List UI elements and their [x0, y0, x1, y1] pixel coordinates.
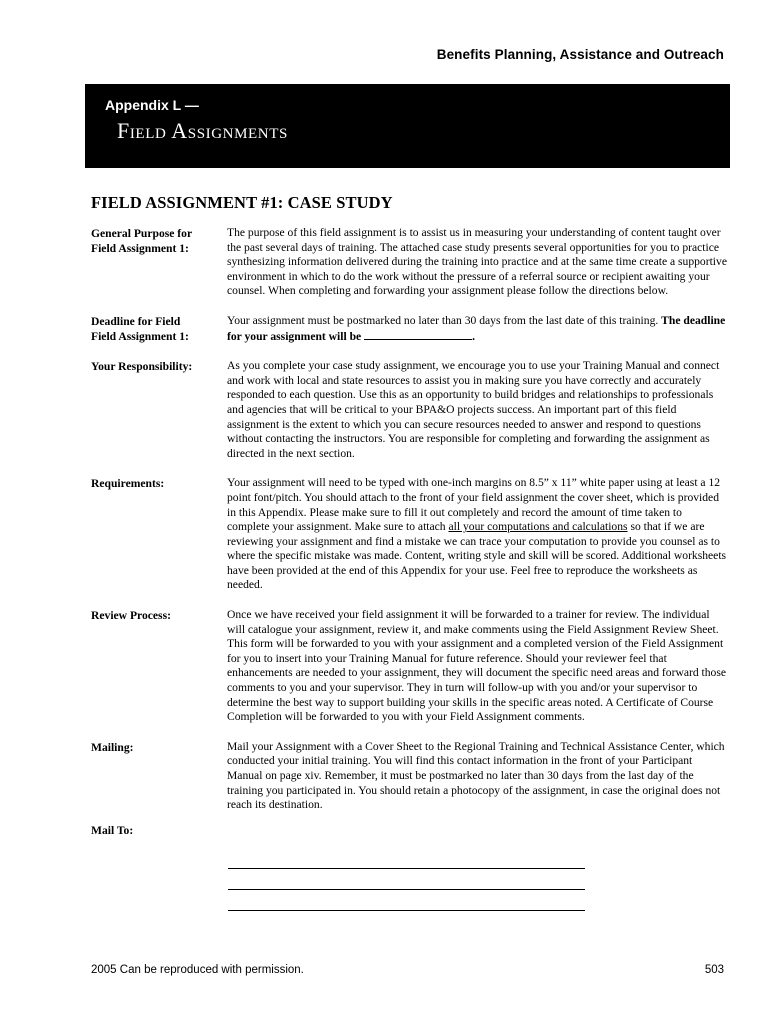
assignment-sections: [91, 226, 733, 838]
requirements-text-end: so that if we are reviewing your assignment and find a mistake we can trace your computation to provide you counsel as to where the specific mistake was made. Content, writing style and skill will be scored. Additional worksheets have been provided at the end of this Appendix for your use. Feel free to reproduce the worksheets as needed.: [227, 520, 727, 592]
mail-to-address-lines: [228, 868, 585, 931]
section-heading: FIELD ASSIGNMENT #1: CASE STUDY: [91, 193, 393, 212]
footer-copyright: 2005 Can be reproduced with permission.: [91, 964, 304, 976]
requirements-text: [227, 476, 727, 593]
running-header: Benefits Planning, Assistance and Outreach: [436, 47, 724, 62]
deadline-blank-line: [364, 329, 472, 340]
page-number: 503: [704, 964, 724, 976]
purpose-label-line1: General Purpose for: [91, 227, 193, 240]
address-line-2: [228, 889, 585, 890]
review-section: [91, 608, 733, 725]
mailing-label: Mailing:: [91, 740, 134, 754]
deadline-label: [91, 314, 227, 344]
mailing-text: Mail your Assignment with a Cover Sheet to the Regional Training and Technical Assistance Center, which conducted your initial training. You will find this contact information in the front of your Participant Manual on page xiv. Remember, it must be postmarked no later than 30 days from the last day of the training you participated in. You should retain a photocopy of the assignment, in case the original does not reach its destination.: [227, 739, 725, 812]
purpose-text: The purpose of this field assignment is to assist us in measuring your understanding of content taught over the past several days of training. The attached case study presents several opportunities for you to practice synthesizing information delivered during the training into practice and at the same time create a supportive environment in which to do the work without the pressure of a referral source or recipient awaiting your counsel. When completing and forwarding your assignment please follow the directions below.: [227, 226, 727, 298]
responsibility-label: Your Responsibility:: [91, 360, 193, 374]
address-line-3: [228, 910, 585, 911]
requirements-section: [91, 476, 733, 593]
requirements-label: Requirements:: [91, 477, 165, 491]
mailing-section: [91, 740, 733, 813]
deadline-text: [227, 314, 727, 344]
mail-to-section: [91, 823, 733, 838]
responsibility-text: As you complete your case study assignment, we encourage you to use your Training Manual and connect and work with local and state resources to assist you in making sure you have correctly and accurately responded to each question. Use this as an opportunity to build bridges and relationships to professionals and agencies that will be critical to your BPA&O projects success. An important part of this field assignment is the extent to which you can secure resources needed to answer and respond to questions without contacting the instructors. You are responsible for completing and forwarding the assignment as directed in the next section.: [227, 359, 720, 460]
purpose-section: [91, 226, 733, 299]
purpose-label-line2: Field Assignment 1:: [91, 242, 189, 255]
deadline-sentence: Your assignment must be postmarked no later than 30 days from the last date of this training.: [227, 313, 659, 327]
deadline-label-line1: Deadline for Field: [91, 314, 181, 328]
requirements-underlined-text: all your computations and calculations: [448, 520, 628, 534]
deadline-bold-sentence: The deadline for your assignment will be: [227, 313, 726, 343]
appendix-title: Field Assignments: [117, 118, 288, 143]
deadline-period: .: [472, 329, 476, 343]
purpose-label: [91, 226, 227, 299]
responsibility-section: [91, 359, 733, 461]
mail-to-label: Mail To:: [91, 823, 134, 837]
deadline-label-line2: Field Assignment 1:: [91, 329, 189, 343]
review-text: Once we have received your field assignment it will be forwarded to a trainer for review. The individual will catalogue your assignment, review it, and make comments using the Field Assignment Review Sheet. This form will be forwarded to you with your assignment and a completed version of the Field Assignment for you to insert into your Training Manual for future reference. Should your reviewer feel that enhancements are needed to your assignment, they will document the specific need areas and forward those comments to you and your supervisor. They in turn will follow-up with you and/or your supervisor to determine the best way to support building your skills in the specific areas noted. A Certificate of Course Completion will be forwarded to you with your Field Assignment comments.: [227, 608, 726, 724]
requirements-text-start: Your assignment will need to be typed with one-inch margins on 8.5” x 11” white paper using at least a 12 point font/pitch. You should attach to the front of your field assignment the cover sheet, which is provided in this Appendix. Please make sure to fill it out completely and record the amount of time taken to complete your assignment. Make sure to attach: [227, 476, 721, 534]
review-label: Review Process:: [91, 609, 171, 623]
deadline-section: [91, 314, 733, 344]
appendix-label: Appendix L —: [105, 97, 199, 113]
address-line-1: [228, 868, 585, 869]
appendix-banner: [85, 84, 730, 168]
